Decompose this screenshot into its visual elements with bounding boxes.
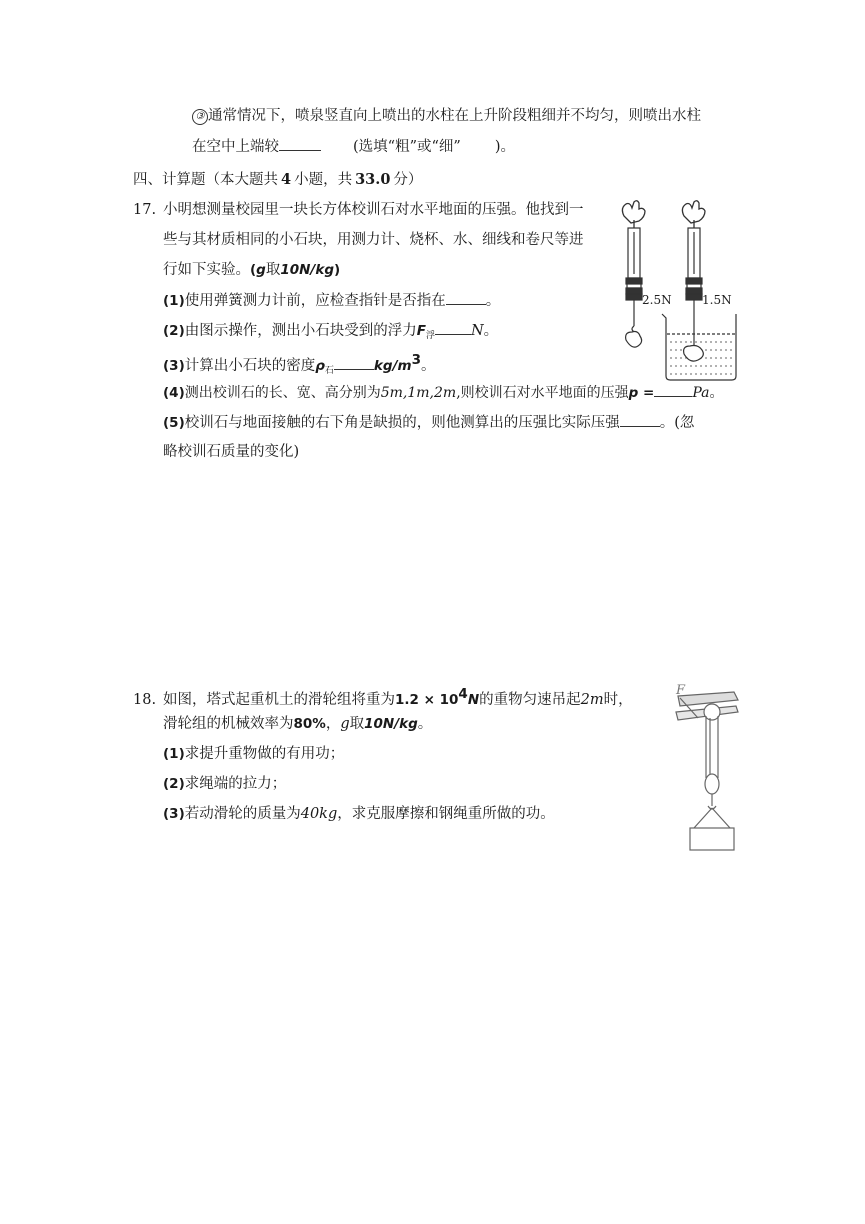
q16-line1: ③ 通常情况下，喷泉竖直向上喷出的水柱在上升阶段粗细并不均匀，则喷出水柱	[192, 106, 701, 126]
hand-icon	[622, 201, 645, 228]
pulley-system-icon	[676, 692, 738, 850]
q18-part1: (1)求提升重物做的有用功；	[163, 746, 345, 762]
scale-reading-right: 1.5N	[702, 293, 732, 307]
q17-part5-line2: 略校训石质量的变化)	[163, 444, 300, 460]
answer-blank[interactable]	[334, 355, 374, 370]
beaker-icon	[662, 314, 736, 380]
q18-part2: (2)求绳端的拉力；	[163, 776, 287, 792]
question-number: 17.	[133, 202, 157, 218]
q16-line2: 在空中上端较 (选填“粗”或“细” )。	[192, 136, 515, 157]
q17-part1: (1)使用弹簧测力计前，应检查指针是否指在 。	[163, 290, 500, 311]
q18-line2: 滑轮组的机械效率为80%，g取10N/kg。	[163, 716, 433, 732]
answer-blank[interactable]	[446, 290, 486, 305]
spring-scale-left	[626, 228, 642, 347]
q17-part3: (3)计算出小石块的密度$\rho_石$ kg/m3。	[163, 352, 436, 376]
question-number: 18.	[133, 692, 157, 708]
q17-line2: 些与其材质相同的小石块，用测力计、烧杯、水、细线和卷尺等进	[163, 232, 584, 248]
q16-marker: ③	[192, 109, 208, 125]
answer-blank[interactable]	[620, 412, 660, 427]
scale-reading-left: 2.5N	[642, 293, 672, 307]
section-heading: 四、计算题（本大题共 4 小题，共 33.0 分）	[133, 171, 423, 188]
hand-icon	[682, 201, 705, 228]
force-label: F	[676, 683, 686, 698]
q17-line3: 行如下实验。(g取10N/kg)	[163, 262, 341, 278]
q18-line1: 18. 如图，塔式起重机土的滑轮组将重为1.2 × 104N的重物匀速吊起2m时，	[133, 686, 633, 708]
answer-blank[interactable]	[279, 136, 321, 151]
q17-part4: (4)测出校训石的长、宽、高分别为5m,1m,2m,则校训石对水平地面的压强p = Pa。	[163, 382, 723, 403]
q18-part3: (3)若动滑轮的质量为40kg，求克服摩擦和钢绳重所做的功。	[163, 806, 555, 822]
q17-line1: 17. 小明想测量校园里一块长方体校训石对水平地面的压强。他找到一	[133, 202, 584, 218]
q17-part5: (5)校训石与地面接触的右下角是缺损的，则他测算出的压强比实际压强 。(忽	[163, 412, 694, 433]
q17-figure	[612, 196, 742, 386]
spring-scale-right	[686, 228, 702, 358]
answer-blank[interactable]	[435, 320, 471, 335]
q17-part2: (2)由图示操作，测出小石块受到的浮力$F_浮$ N。	[163, 320, 498, 346]
q18-figure	[672, 682, 752, 857]
